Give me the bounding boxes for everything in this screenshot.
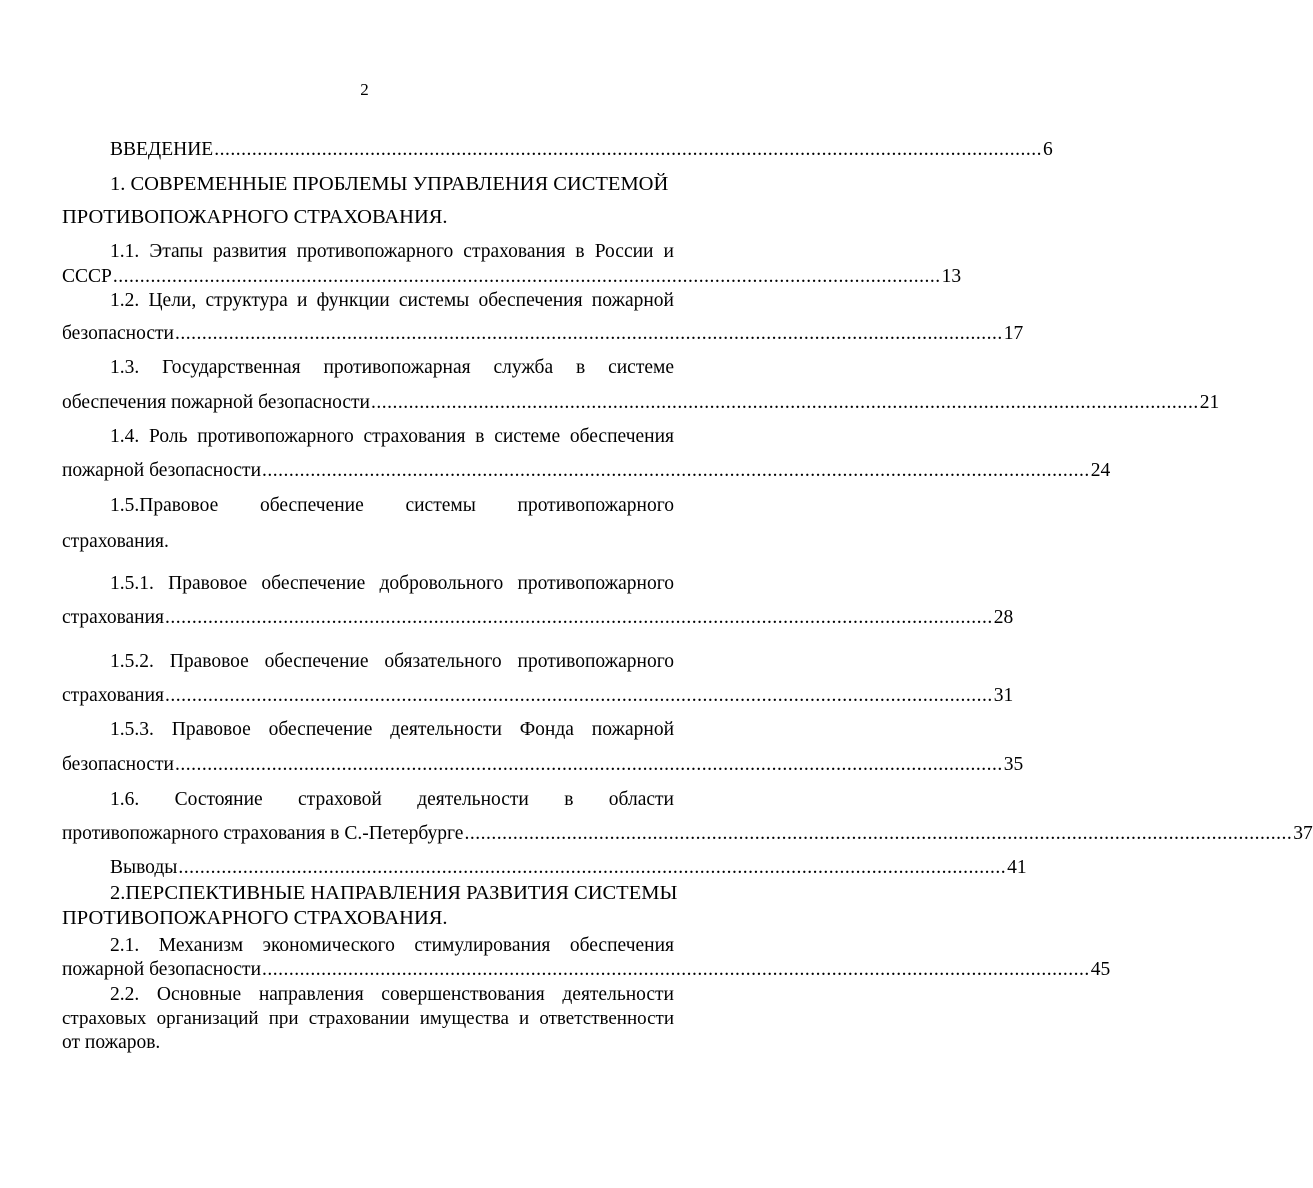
toc-entry-1-1-line-1: 1.1. Этапы развития противопожарного страхования в России и	[110, 241, 674, 262]
toc-entry-2-1: пожарной безопасности .......................................................................................................................................................... 45	[62, 959, 1111, 980]
toc-entry-page: 31	[993, 685, 1014, 706]
toc-entry-conclusions: Выводы .......................................................................................................................................................... 41	[110, 857, 1027, 878]
toc-entry-1-2-line-1: 1.2. Цели, структура и функции системы обеспечения пожарной	[110, 290, 674, 311]
toc-entry-1-1: СССР .......................................................................................................................................................... 13	[62, 266, 962, 287]
toc-entry-label: пожарной безопасности	[62, 460, 261, 481]
toc-entry-1-4-line-1: 1.4. Роль противопожарного страхования в системе обеспечения	[110, 426, 674, 447]
toc-entry-2-2-line-3: от пожаров.	[62, 1032, 161, 1053]
toc-entry-1-3: обеспечения пожарной безопасности .......................................................................................................................................................... 21	[62, 392, 1220, 413]
toc-entry-page: 17	[1003, 323, 1024, 344]
toc-entry-1-5-1: страхования .......................................................................................................................................................... 28	[62, 607, 1014, 628]
toc-entry-label: ВВЕДЕНИЕ	[110, 139, 214, 160]
toc-entry-label: пожарной безопасности	[62, 959, 261, 980]
toc-entry-introduction: ВВЕДЕНИЕ .......................................................................................................................................................... 6	[110, 139, 1053, 160]
toc-entry-2-2-line-1: 2.2. Основные направления совершенствования деятельности	[110, 984, 674, 1005]
toc-entry-1-5-2-line-1: 1.5.2. Правовое обеспечение обязательного противопожарного	[110, 651, 674, 672]
toc-entry-1-3-line-1: 1.3. Государственная противопожарная служба в системе	[110, 357, 674, 378]
toc-entry-label: страхования	[62, 607, 165, 628]
page-number: 2	[360, 80, 369, 99]
toc-entry-2-1-line-1: 2.1. Механизм экономического стимулирования обеспечения	[110, 935, 674, 956]
toc-entry-1-4: пожарной безопасности .......................................................................................................................................................... 24	[62, 460, 1111, 481]
toc-entry-label: безопасности	[62, 754, 174, 775]
toc-entry-1-5-2: страхования .......................................................................................................................................................... 31	[62, 685, 1014, 706]
toc-entry-label: СССР	[62, 266, 112, 287]
toc-entry-1-6-line-1: 1.6. Состояние страховой деятельности в области	[110, 789, 674, 810]
chapter-2-title-line-1: 2.ПЕРСПЕКТИВНЫЕ НАПРАВЛЕНИЯ РАЗВИТИЯ СИСТЕМЫ	[110, 882, 678, 904]
toc-entry-1-5-line-1: 1.5.Правовое обеспечение системы противопожарного	[110, 495, 674, 516]
toc-entry-page: 37	[1293, 823, 1313, 844]
toc-entry-page: 41	[1007, 857, 1027, 878]
toc-entry-1-5-3: безопасности .......................................................................................................................................................... 35	[62, 754, 1024, 775]
toc-entry-page: 28	[993, 607, 1014, 628]
toc-entry-page: 21	[1199, 392, 1220, 413]
chapter-2-title-line-2: ПРОТИВОПОЖАРНОГО СТРАХОВАНИЯ.	[62, 907, 448, 929]
toc-entry-page: 45	[1090, 959, 1111, 980]
chapter-1-title-line-1: 1. СОВРЕМЕННЫЕ ПРОБЛЕМЫ УПРАВЛЕНИЯ СИСТЕМОЙ	[110, 173, 669, 195]
toc-entry-2-2-line-2: страховых организаций при страховании имущества и ответственности	[62, 1008, 674, 1029]
toc-entry-label: страхования	[62, 685, 165, 706]
toc-entry-1-5-3-line-1: 1.5.3. Правовое обеспечение деятельности Фонда пожарной	[110, 719, 674, 740]
toc-entry-1-5-1-line-1: 1.5.1. Правовое обеспечение добровольного противопожарного	[110, 573, 674, 594]
toc-entry-label: Выводы	[110, 857, 178, 878]
toc-entry-label: обеспечения пожарной безопасности	[62, 392, 370, 413]
toc-entry-page: 35	[1003, 754, 1024, 775]
toc-entry-label: противопожарного страхования в С.-Петербурге	[62, 823, 464, 844]
toc-entry-1-2: безопасности .......................................................................................................................................................... 17	[62, 323, 1024, 344]
toc-entry-1-5-line-2: страхования.	[62, 531, 169, 552]
toc-entry-page: 13	[941, 266, 962, 287]
chapter-1-title-line-2: ПРОТИВОПОЖАРНОГО СТРАХОВАНИЯ.	[62, 206, 448, 228]
toc-entry-page: 6	[1042, 139, 1053, 160]
toc-entry-page: 24	[1090, 460, 1111, 481]
toc-entry-1-6: противопожарного страхования в С.-Петербурге .......................................................................................................................................................... 37	[62, 823, 1313, 844]
toc-entry-label: безопасности	[62, 323, 174, 344]
